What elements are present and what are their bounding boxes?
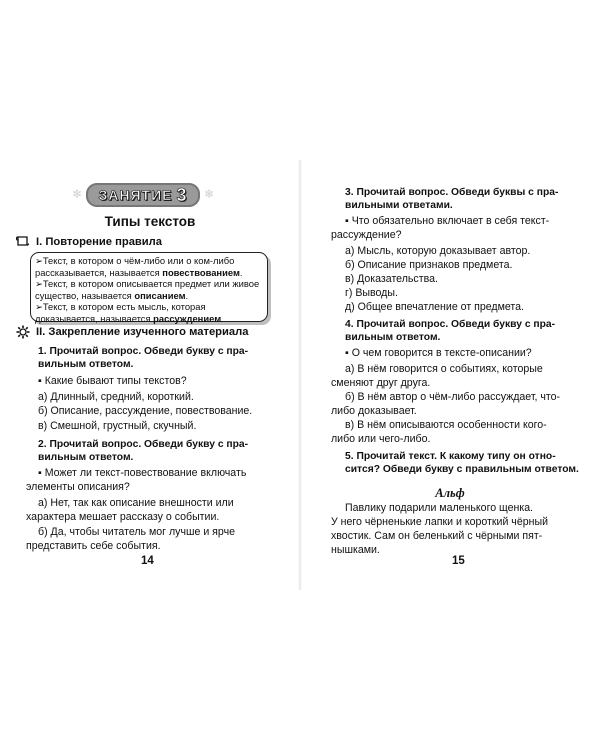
answer-option-cont: либо доказывает. xyxy=(331,405,417,417)
answer-option[interactable]: д) Общее впечатление от предмета. xyxy=(345,301,524,313)
gear-icon xyxy=(16,325,30,339)
answer-option[interactable]: а) В нём говорится о событиях, которые xyxy=(345,363,543,375)
question-2-heading: 2. Прочитай вопрос. Обведи букву с пра- вильным ответом. xyxy=(38,439,249,463)
answer-option[interactable]: в) Доказательства. xyxy=(345,273,438,285)
story-title: Альф xyxy=(435,486,465,500)
question-1-text: ▪ Какие бывают типы текстов? xyxy=(38,375,187,387)
answer-option[interactable]: б) Да, чтобы читатель мог лучше и ярче xyxy=(38,526,235,538)
answer-option[interactable]: а) Мысль, которую доказывает автор. xyxy=(345,245,531,257)
question-1-heading: 1. Прочитай вопрос. Обведи букву с пра- вильным ответом. xyxy=(38,346,249,370)
section-heading-2: II. Закрепление изученного материала xyxy=(36,326,249,338)
rule-description: ➢Текст, в котором описывается предмет или живое существо, называется описанием. xyxy=(35,278,260,301)
question-3-text: ▪ Что обязательно включает в себя текст- xyxy=(345,215,550,227)
rule-narrative: ➢Текст, в котором о чём-либо или о ком-либо рассказывается, называется повествованием. xyxy=(35,255,243,278)
question-4-text: ▪ О чем говорится в тексте-описании? xyxy=(345,347,532,359)
answer-option-cont: либо или чего-либо. xyxy=(331,433,431,445)
question-3-text: рассуждение? xyxy=(331,229,402,241)
question-2-text: ▪ Может ли текст-повествование включать xyxy=(38,467,247,479)
snowflake-icon: ❄ xyxy=(72,187,83,201)
page-number: 14 xyxy=(141,555,154,567)
page-number: 15 xyxy=(452,555,465,567)
story-line: Павлику подарили маленького щенка. xyxy=(345,502,534,514)
answer-option-cont: сменяют друг друга. xyxy=(331,377,431,389)
lesson-label: ЗАНЯТИЕ xyxy=(98,187,173,203)
scroll-icon xyxy=(16,234,30,248)
rule-reasoning: ➢Текст, в котором есть мысль, которая доказывается, называется рассуждением. xyxy=(35,301,224,324)
answer-option[interactable]: б) Описание признаков предмета. xyxy=(345,259,513,271)
story-line: хвостик. Сам он беленький с чёрными пят- xyxy=(331,530,543,542)
story-line: У него чёрненькие лапки и короткий чёрный xyxy=(331,516,548,528)
answer-option[interactable]: б) Описание, рассуждение, повествование. xyxy=(38,405,253,417)
question-3-heading: 3. Прочитай вопрос. Обведи буквы с пра- вильными ответами. xyxy=(345,187,559,211)
lesson-badge xyxy=(86,183,200,207)
answer-option-cont: характера мешает рассказу о событии. xyxy=(26,511,220,523)
question-2-text: элементы описания? xyxy=(26,481,130,493)
rule-box xyxy=(30,252,268,322)
question-4-heading: 4. Прочитай вопрос. Обведи букву с пра- вильным ответом. xyxy=(345,319,556,343)
answer-option[interactable]: б) В нём автор о чём-либо рассуждает, что- xyxy=(345,391,561,403)
answer-option[interactable]: в) Смешной, грустный, скучный. xyxy=(38,420,197,432)
answer-option[interactable]: в) В нём описываются особенности кого- xyxy=(345,419,547,431)
lesson-number: 3 xyxy=(176,184,188,205)
story-line: нышками. xyxy=(331,544,380,556)
question-5-heading: 5. Прочитай текст. К какому типу он отно- сится? Обведи букву с правильным ответом. xyxy=(345,451,579,475)
answer-option-cont: представить себе события. xyxy=(26,540,161,552)
page-title: Типы текстов xyxy=(104,214,196,229)
answer-option[interactable]: а) Нет, так как описание внешности или xyxy=(38,497,234,509)
answer-option[interactable]: г) Выводы. xyxy=(345,287,398,299)
answer-option[interactable]: а) Длинный, средний, короткий. xyxy=(38,391,194,403)
section-heading-1: I. Повторение правила xyxy=(36,236,163,248)
snowflake-icon: ❄ xyxy=(204,187,215,201)
